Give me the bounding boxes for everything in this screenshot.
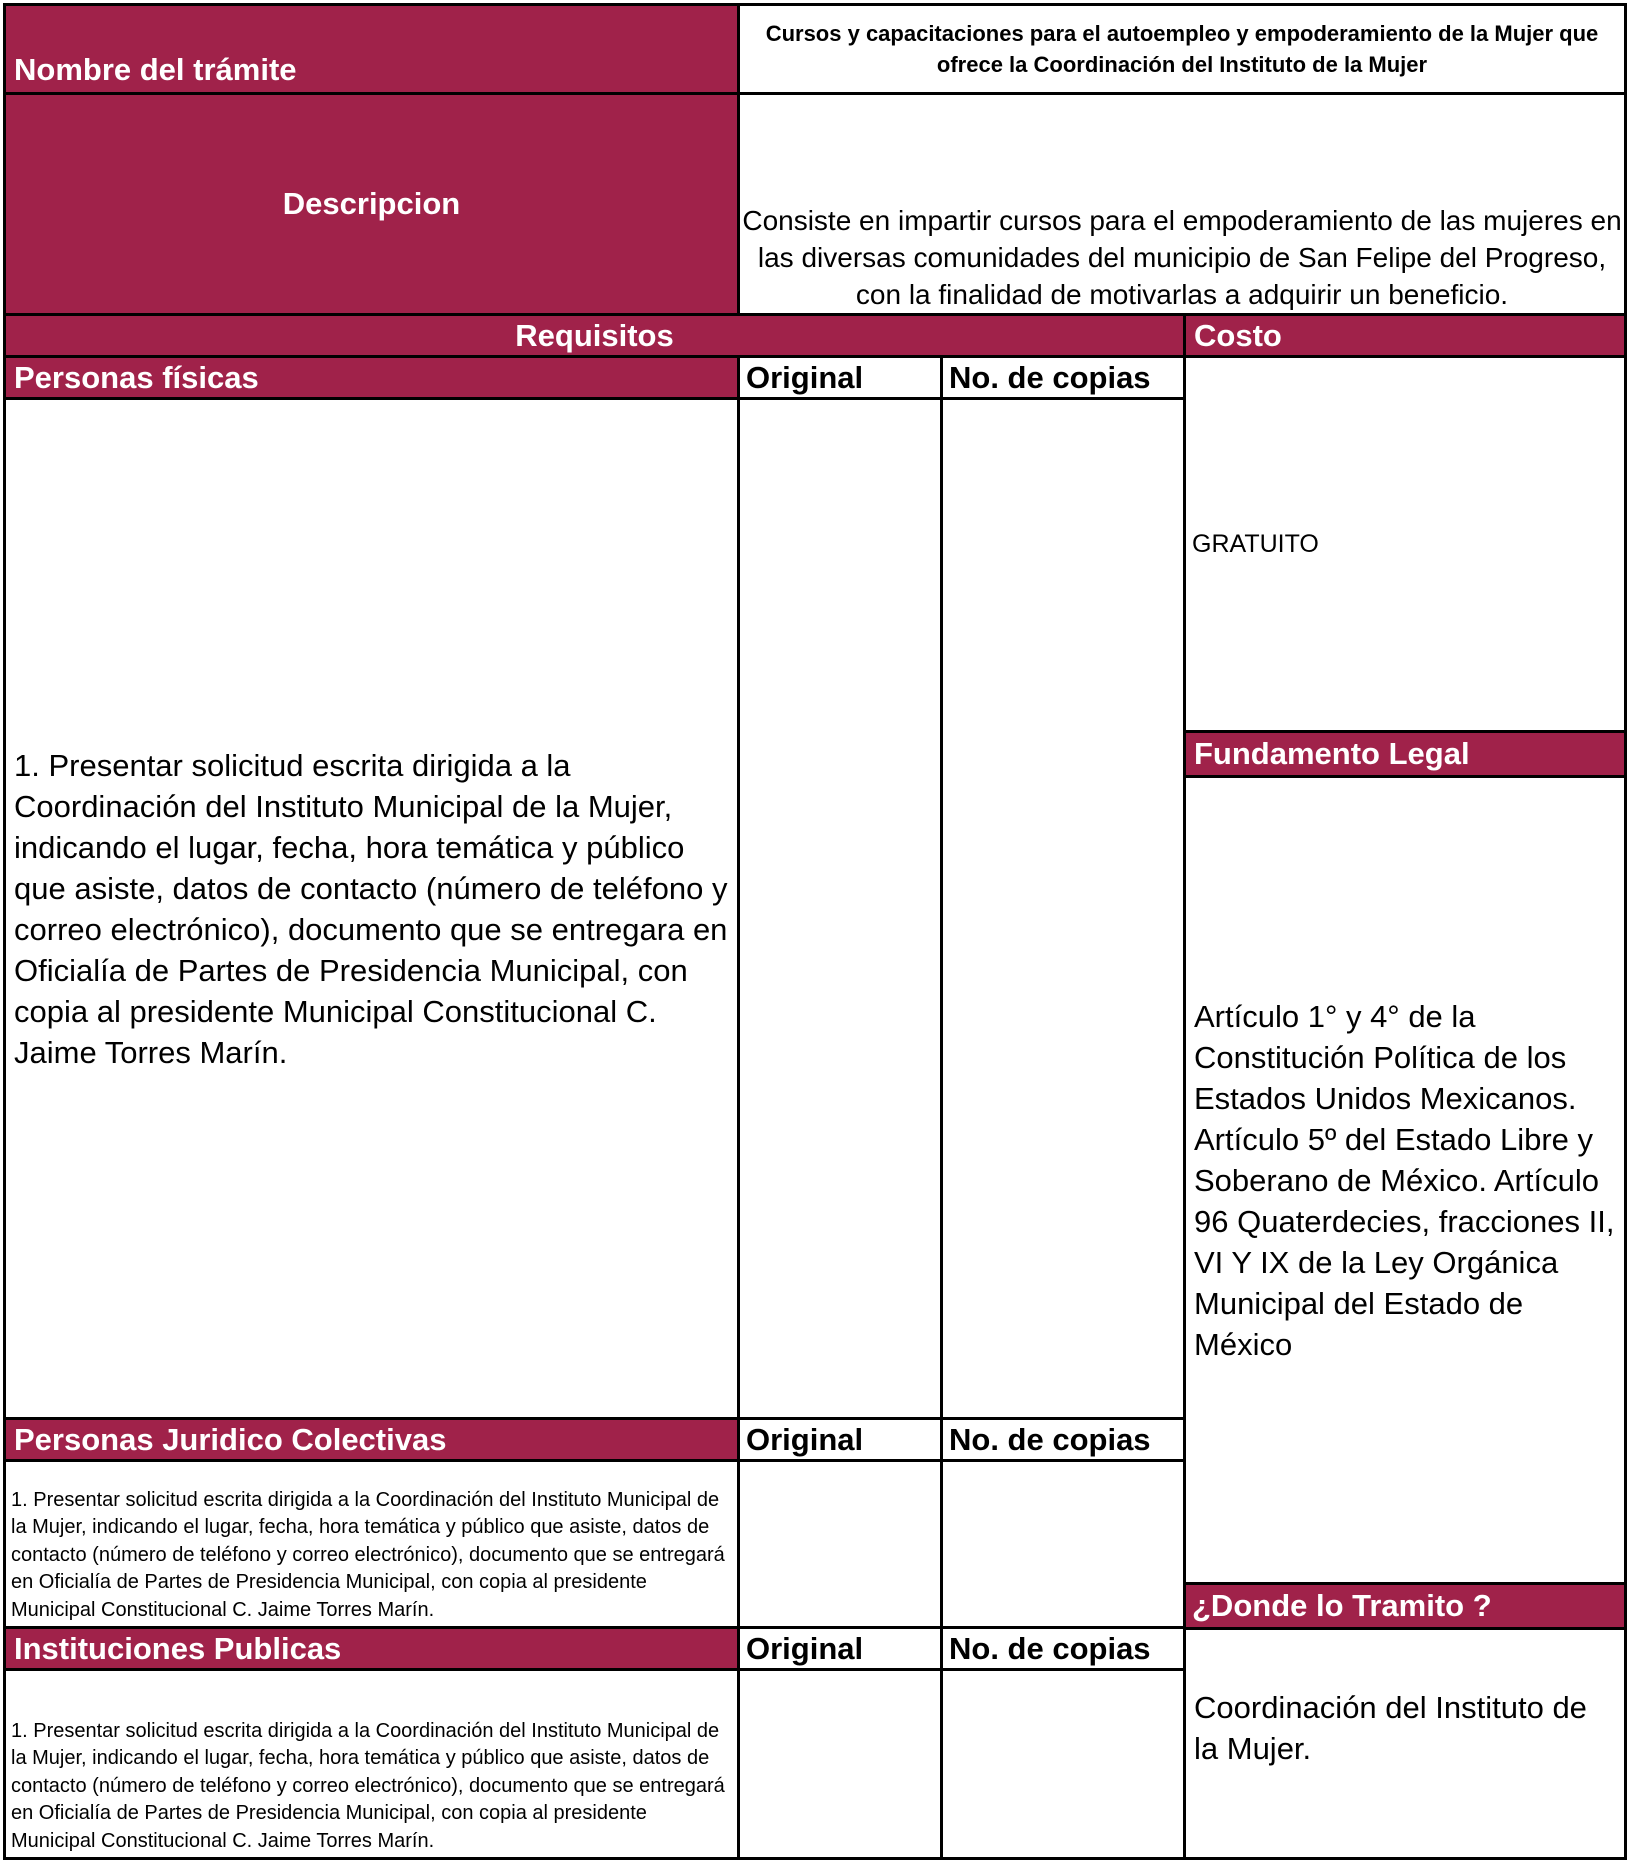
costo-value-cell — [1183, 355, 1627, 733]
costo-label: Costo — [1194, 317, 1282, 353]
personas-colectivas-requirement: 1. Presentar solicitud escrita dirigida a la Coordinación del Instituto Municipal de la Mujer, indicando el lugar, fecha, hora temática y público que asiste, datos de contacto (número de teléfono y correo electrónico), documento que se entregará en Oficialía de Partes de Presidencia Municipal, con copia al presidente Municipal Constitucional C. Jaime Torres Marín. — [11, 1488, 725, 1621]
descripcion-value: Consiste en impartir cursos para el empoderamiento de las mujeres en las diversas comunidades del municipio de San Felipe del Progreso, con la finalidad de motivarlas a adquirir un beneficio. — [742, 205, 1622, 310]
personas-fisicas-header — [3, 355, 740, 400]
descripcion-label-cell — [3, 92, 740, 316]
original-column-label: Original — [746, 359, 864, 395]
instituciones-publicas-copias-header — [940, 1626, 1186, 1671]
personas-fisicas-label: Personas físicas — [14, 359, 259, 395]
fundamento-header — [1183, 730, 1627, 778]
tramite-name-value-cell — [737, 3, 1627, 95]
instituciones-publicas-original-header — [737, 1626, 943, 1671]
copias-column-label: No. de copias — [949, 359, 1151, 395]
personas-colectivas-label: Personas Juridico Colectivas — [14, 1421, 447, 1457]
requisitos-label: Requisitos — [515, 317, 674, 353]
tramite-name-label-cell — [3, 3, 740, 95]
personas-fisicas-copias-header — [940, 355, 1186, 400]
donde-value: Coordinación del Instituto de la Mujer. — [1194, 1689, 1587, 1766]
tramite-name-value: Cursos y capacitaciones para el autoempleo y empoderamiento de la Mujer que ofrece la Coordinación del Instituto de la Mujer — [765, 21, 1599, 77]
personas-colectivas-header — [3, 1417, 740, 1462]
donde-label: ¿Donde lo Tramito ? — [1192, 1588, 1492, 1623]
instituciones-publicas-text-cell — [3, 1668, 740, 1860]
personas-fisicas-text-cell — [3, 397, 740, 1420]
donde-header — [1183, 1582, 1627, 1630]
instituciones-publicas-original-cell — [737, 1668, 943, 1860]
fundamento-value-cell — [1183, 775, 1627, 1585]
copias-column-label: No. de copias — [949, 1630, 1151, 1666]
descripcion-value-cell — [737, 92, 1627, 316]
personas-colectivas-original-cell — [737, 1459, 943, 1629]
descripcion-label: Descripcion — [282, 186, 461, 221]
personas-colectivas-original-header — [737, 1417, 943, 1462]
tramite-name-label: Nombre del trámite — [14, 52, 297, 87]
instituciones-publicas-header — [3, 1626, 740, 1671]
personas-colectivas-copias-header — [940, 1417, 1186, 1462]
donde-value-cell — [1183, 1627, 1627, 1860]
copias-column-label: No. de copias — [949, 1421, 1151, 1457]
personas-fisicas-copias-cell — [940, 397, 1186, 1420]
costo-header — [1183, 313, 1627, 358]
instituciones-publicas-label: Instituciones Publicas — [14, 1630, 342, 1666]
requisitos-header — [3, 313, 1186, 358]
instituciones-publicas-copias-cell — [940, 1668, 1186, 1860]
original-column-label: Original — [746, 1630, 864, 1666]
instituciones-publicas-requirement: 1. Presentar solicitud escrita dirigida a la Coordinación del Instituto Municipal de la Mujer, indicando el lugar, fecha, hora temática y público que asiste, datos de contacto (número de teléfono y correo electrónico), documento que se entregará en Oficialía de Partes de Presidencia Municipal, con copia al presidente Municipal Constitucional C. Jaime Torres Marín. — [11, 1719, 725, 1852]
costo-value: GRATUITO — [1192, 529, 1319, 558]
personas-fisicas-original-cell — [737, 397, 943, 1420]
fundamento-value: Artículo 1° y 4° de la Constitución Política de los Estados Unidos Mexicanos. Artículo 5º del Estado Libre y Soberano de México. Artículo 96 Quaterdecies, fracciones II, VI Y IX de la Ley Orgánica Municipal del Estado de México — [1194, 998, 1615, 1362]
personas-colectivas-copias-cell — [940, 1459, 1186, 1629]
personas-fisicas-original-header — [737, 355, 943, 400]
original-column-label: Original — [746, 1421, 864, 1457]
personas-colectivas-text-cell — [3, 1459, 740, 1629]
personas-fisicas-requirement: 1. Presentar solicitud escrita dirigida a la Coordinación del Instituto Municipal de la Mujer, indicando el lugar, fecha, hora temática y público que asiste, datos de contacto (número de teléfono y correo electrónico), documento que se entregara en Oficialía de Partes de Presidencia Municipal, con copia al presidente Municipal Constitucional C. Jaime Torres Marín. — [14, 747, 728, 1070]
fundamento-label: Fundamento Legal — [1194, 736, 1470, 771]
